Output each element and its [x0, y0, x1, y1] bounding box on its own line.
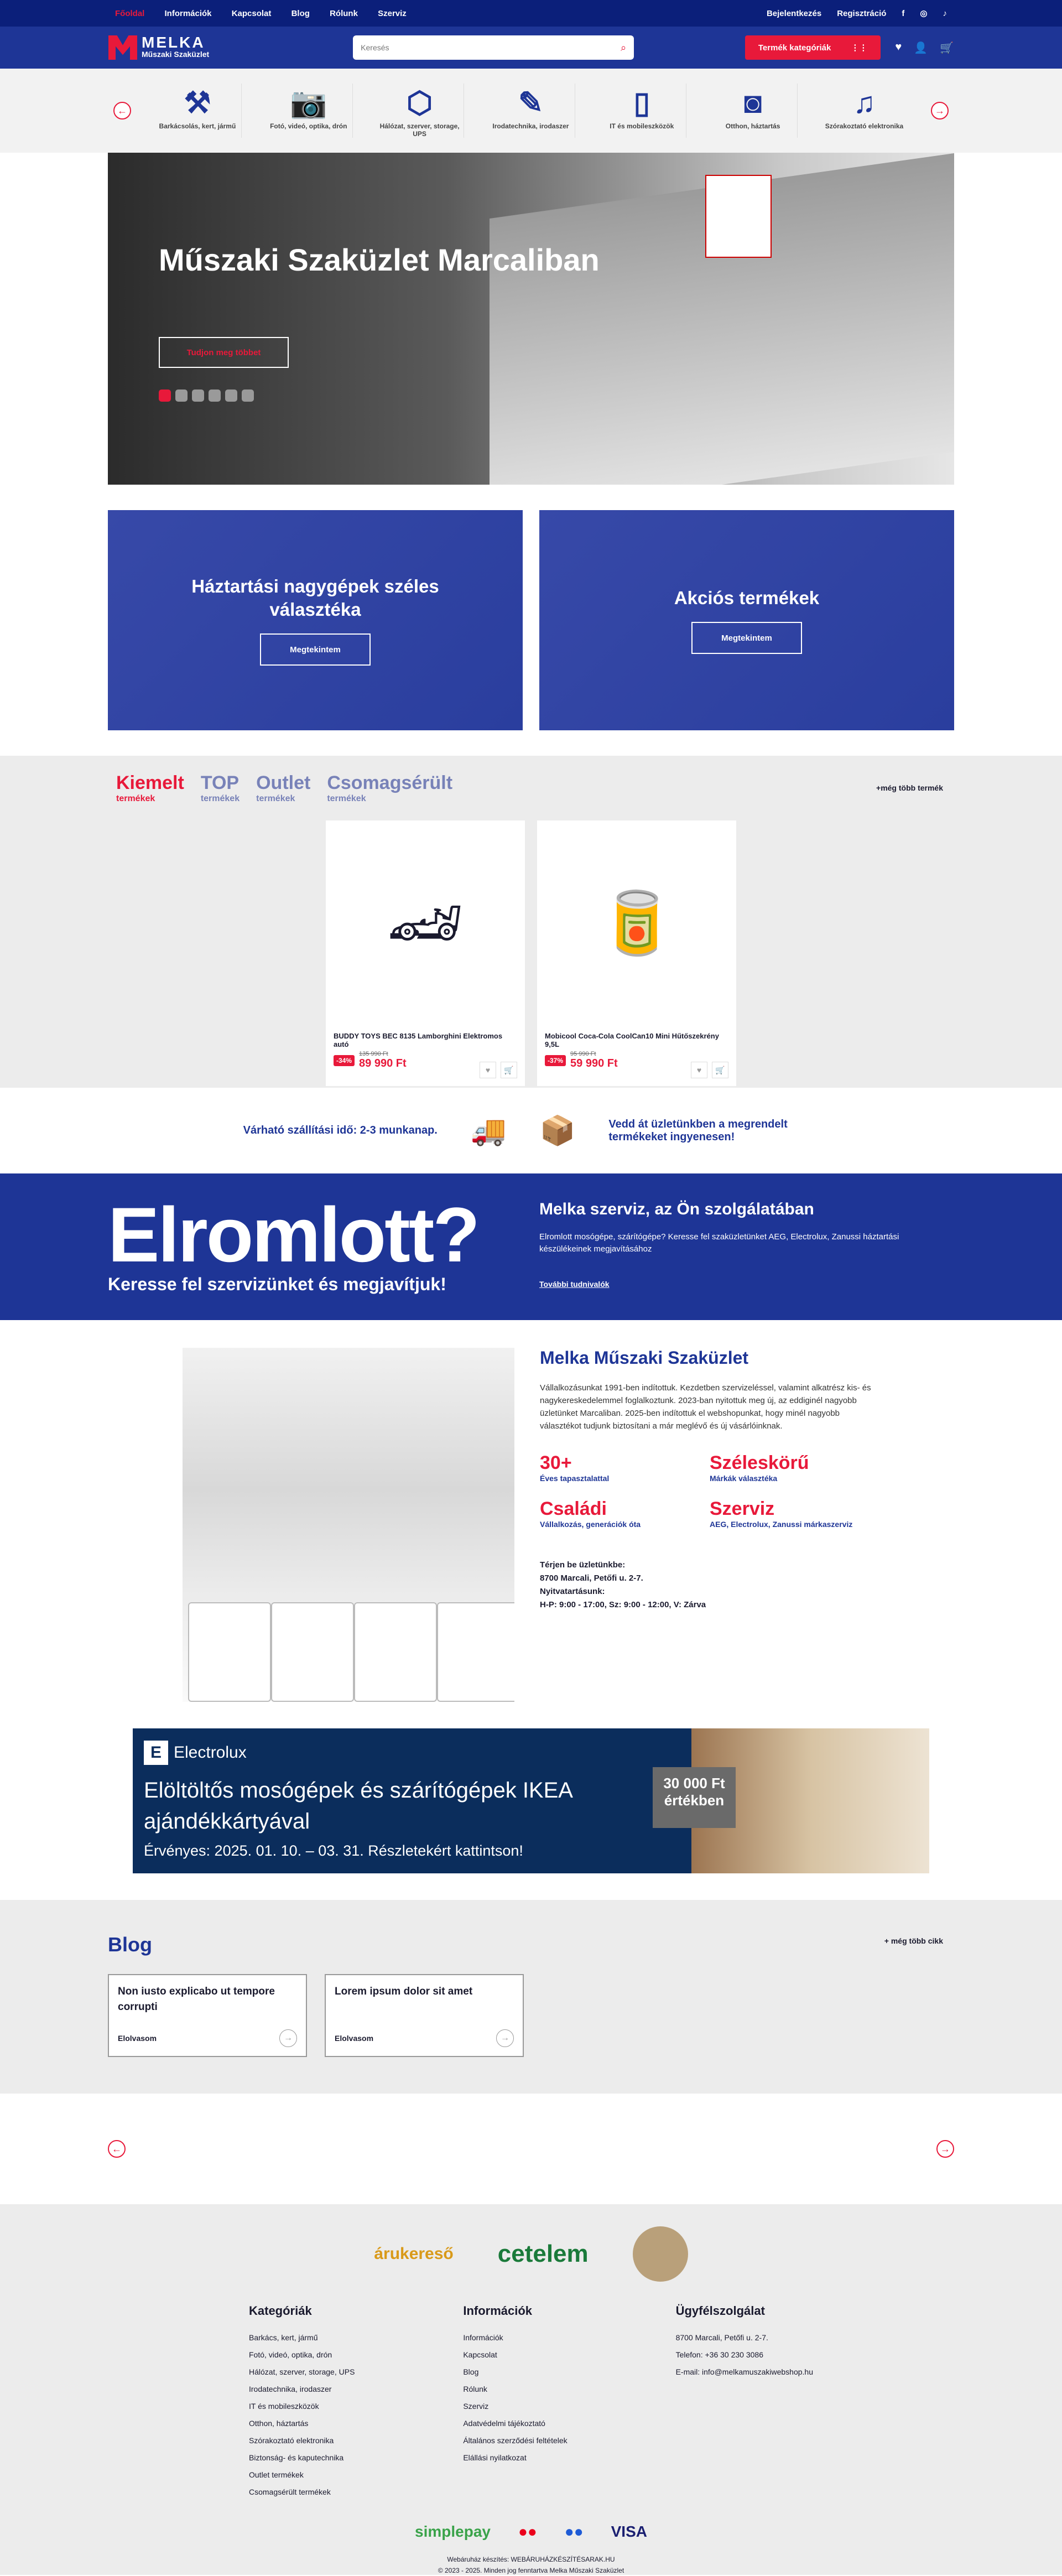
category-network[interactable]: [376, 84, 464, 138]
stat-label: AEG, Electrolux, Zanussi márkaszerviz: [710, 1520, 853, 1529]
slider-dot[interactable]: [225, 389, 237, 402]
truck-icon: 🚚: [470, 1115, 507, 1147]
cetelem-logo[interactable]: cetelem: [497, 2240, 589, 2267]
tiktok-icon[interactable]: ♪: [943, 8, 947, 18]
nav-home[interactable]: Főoldal: [115, 8, 145, 18]
email[interactable]: E-mail: info@melkamuszakiwebshop.hu: [675, 2367, 813, 2376]
slider-dot[interactable]: [209, 389, 221, 402]
more-articles-link[interactable]: + még több cikk: [884, 1936, 943, 1945]
post-title: Lorem ipsum dolor sit amet: [335, 1986, 473, 1997]
earbuds-icon: ♫: [853, 86, 876, 120]
product-card[interactable]: [537, 820, 736, 1086]
search-icon[interactable]: ⌕: [621, 41, 627, 53]
stat: [710, 1452, 879, 1484]
copyright-text: © 2023 - 2025. Minden jog fenntartva Melka Műszaki Szaküzlet: [438, 2567, 624, 2574]
tab-title: Csomagsérült: [327, 772, 453, 793]
shipping-time-text: Várható szállítási idő: 2-3 munkanap.: [243, 1124, 438, 1136]
slider-dot[interactable]: [192, 389, 204, 402]
old-price: 135 990 Ft: [359, 1051, 388, 1057]
stat-label: Vállalkozás, generációk óta: [540, 1520, 641, 1529]
category-label: Otthon, háztartás: [725, 122, 780, 130]
mastercard-logo: ●●: [518, 2523, 537, 2540]
category-label: Fotó, videó, optika, drón: [270, 122, 347, 130]
hero-slider: [108, 153, 954, 485]
electrolux-banner[interactable]: [133, 1728, 929, 1873]
camera-icon: 📷: [290, 86, 327, 120]
category-diy[interactable]: [153, 84, 242, 138]
category-label: Hálózat, szerver, storage, UPS: [379, 122, 460, 138]
footer: [0, 2204, 1062, 2575]
footer-link[interactable]: Kapcsolat: [463, 2350, 497, 2359]
pickup-text: Vedd át üzletünkben a megrendelt termékeket ingyenesen!: [608, 1118, 788, 1143]
footer-link[interactable]: IT és mobileszközök: [249, 2402, 319, 2411]
category-home[interactable]: [709, 84, 798, 138]
login-link[interactable]: Bejelentkezés: [766, 8, 822, 18]
footer-link[interactable]: Elállási nyilatkozat: [463, 2453, 527, 2462]
pen-icon: ✎: [518, 86, 544, 120]
shipping-info: [0, 1088, 1062, 1173]
tab-top[interactable]: [201, 772, 240, 804]
about-title: Melka Műszaki Szaküzlet: [540, 1348, 749, 1368]
stat-value: Szerviz: [710, 1498, 775, 1519]
discount-badge: -37%: [545, 1055, 566, 1066]
drill-icon: ⚒: [184, 86, 211, 120]
visa-logo: VISA: [611, 2523, 647, 2540]
tab-outlet[interactable]: [256, 772, 310, 804]
nav-contact[interactable]: Kapcsolat: [231, 8, 272, 18]
service-big-title: Elromlott?: [108, 1191, 478, 1278]
more-products-link[interactable]: +még több termék: [876, 783, 943, 792]
facebook-icon[interactable]: f: [902, 8, 905, 18]
category-label: IT és mobileszközök: [610, 122, 674, 130]
prev-arrow-icon[interactable]: ←: [113, 102, 131, 120]
service-text: Elromlott mosógépe, szárítógépe? Keresse fel szaküzletünket AEG, Electrolux, Zanussi háztartási készülékeinek megjavításához: [539, 1232, 899, 1254]
footer-info: [463, 2304, 567, 2501]
hero-button[interactable]: Tudjon meg többet: [159, 337, 289, 368]
banner-title: Elöltöltős mosógépek és szárítógépek IKEA ajándékkártyával: [144, 1778, 572, 1834]
stat: [540, 1452, 710, 1484]
stat-value: 30+: [540, 1452, 572, 1473]
footer-link[interactable]: Adatvédelmi tájékoztató: [463, 2419, 545, 2428]
product-image: 🥫: [598, 889, 675, 957]
logo-mark-icon: [108, 35, 137, 60]
nav-about[interactable]: Rólunk: [330, 8, 358, 18]
banner-subtitle: Érvényes: 2025. 01. 10. – 03. 31. Részletekért kattintson!: [144, 1842, 523, 1859]
read-link[interactable]: Elolvasom: [335, 2034, 374, 2043]
grid-icon: ⋮⋮: [851, 43, 868, 53]
price: 59 990 Ft: [570, 1057, 618, 1069]
footer-heading: Információk: [463, 2304, 533, 2318]
slider-dot[interactable]: [242, 389, 254, 402]
product-card[interactable]: [326, 820, 525, 1086]
next-arrow-icon[interactable]: →: [936, 2140, 954, 2158]
footer-link[interactable]: Otthon, háztartás: [249, 2419, 309, 2428]
phone[interactable]: Telefon: +36 30 230 3086: [675, 2350, 763, 2359]
slider-dot[interactable]: [159, 389, 171, 402]
banner-image: [663, 1728, 929, 1873]
instagram-icon[interactable]: ◎: [920, 9, 928, 18]
category-entertainment[interactable]: [820, 84, 908, 138]
footer-link[interactable]: Szórakoztató elektronika: [249, 2436, 334, 2445]
footer-link[interactable]: Outlet termékek: [249, 2470, 304, 2479]
maestro-logo: ●●: [564, 2523, 584, 2540]
promo-title: Háztartási nagygépek széles választéka: [191, 576, 439, 620]
hero-title: Műszaki Szaküzlet Marcaliban: [159, 242, 600, 277]
address: 8700 Marcali, Petőfi u. 2-7.: [675, 2333, 768, 2342]
stat: [710, 1498, 879, 1530]
promo-row: [0, 485, 1062, 756]
header: [0, 27, 1062, 69]
footer-categories: [249, 2304, 355, 2501]
payment-logos: [0, 2523, 1062, 2541]
category-office[interactable]: [487, 84, 575, 138]
logo[interactable]: [108, 35, 209, 60]
stat-label: Éves tapasztalattal: [540, 1474, 610, 1483]
footer-link[interactable]: Blog: [463, 2367, 479, 2376]
credit-text: Webáruház készítés: WEBÁRUHÁZKÉSZÍTÉSARAK.HU: [447, 2556, 615, 2563]
footer-link[interactable]: Általános szerződési feltételek: [463, 2436, 568, 2445]
footer-link[interactable]: Irodatechnika, irodaszer: [249, 2385, 332, 2393]
energy-label-image: [705, 175, 772, 258]
tab-featured[interactable]: [116, 772, 184, 804]
stat-label: Márkák választéka: [710, 1474, 778, 1483]
tab-sub: termékek: [200, 794, 240, 803]
category-label: Szórakoztató elektronika: [825, 122, 904, 130]
post-title: Non iusto explicabo ut tempore corrupti: [118, 1986, 275, 2013]
product-name[interactable]: BUDDY TOYS BEC 8135 Lamborghini Elektromos autó: [334, 1032, 503, 1048]
service-section: [0, 1173, 1062, 1320]
top-bar: [0, 0, 1062, 27]
slider-dots: [159, 389, 254, 402]
tab-sub: termékek: [256, 794, 295, 803]
electrolux-icon: E: [144, 1741, 168, 1765]
stat-value: Széleskörű: [710, 1452, 809, 1473]
arrow-right-icon[interactable]: →: [279, 2029, 297, 2047]
phone-icon: ▯: [633, 86, 650, 120]
tab-sub: termékek: [327, 794, 366, 803]
badge-logo[interactable]: [633, 2226, 688, 2282]
product-name[interactable]: Mobicool Coca-Cola CoolCan10 Mini Hűtőszekrény 9,5L: [545, 1032, 719, 1048]
washing-machine-icon: ◙: [743, 86, 762, 120]
register-link[interactable]: Regisztráció: [837, 8, 887, 18]
footer-link[interactable]: Barkács, kert, jármű: [249, 2333, 318, 2342]
simplepay-logo: simplepay: [415, 2523, 491, 2540]
tab-title: Kiemelt: [116, 772, 184, 793]
logo-sub: Műszaki Szaküzlet: [142, 50, 210, 59]
blog-title: Blog: [108, 1933, 152, 1956]
wishlist-icon[interactable]: ♥: [480, 1062, 496, 1078]
promo-button[interactable]: Megtekintem: [691, 622, 802, 654]
service-more-link[interactable]: További tudnivalók: [539, 1280, 610, 1289]
value-badge: 30 000 Ft értékben: [653, 1767, 736, 1828]
search-placeholder: Keresés: [361, 43, 389, 52]
footer-link[interactable]: Hálózat, szerver, storage, UPS: [249, 2367, 355, 2376]
logo-name: MELKA: [142, 34, 205, 51]
category-photo[interactable]: [264, 84, 353, 138]
nav-service[interactable]: Szerviz: [378, 8, 407, 18]
footer-heading: Kategóriák: [249, 2304, 312, 2318]
prev-arrow-icon[interactable]: ←: [108, 2140, 126, 2158]
stat-value: Családi: [540, 1498, 607, 1519]
store-photo: [183, 1348, 514, 1702]
blog-post[interactable]: [108, 1974, 307, 2057]
about-text: Vállalkozásunkat 1991-ben indítottuk. Kezdetben szervizeléssel, valamint alkatrész kis- és nagykereskedelemmel foglalkoztunk. 2023-ban nyitottuk meg új, az eddiginél nagyobb üzletünket Marcaliban. 2025-ben indítottuk el webshopunkat, hogy minél nagyobb választékot tudjunk biztosítani a már meglévő és új vásárlóinknak.: [540, 1383, 871, 1431]
tab-title: TOP: [200, 772, 240, 793]
category-label: Irodatechnika, irodaszer: [492, 122, 569, 130]
product-image: 🏎: [387, 889, 464, 957]
footer-link[interactable]: Szerviz: [463, 2402, 489, 2411]
cart-icon[interactable]: 🛒: [940, 41, 954, 54]
partners-carousel: [0, 2094, 1062, 2204]
arukereso-logo[interactable]: árukereső: [374, 2245, 454, 2263]
network-icon: ⬡: [407, 86, 433, 120]
footer-link[interactable]: Információk: [463, 2333, 503, 2342]
tab-sub: termékek: [116, 794, 155, 803]
about-section: [0, 1320, 1062, 1702]
package-hand-icon: 📦: [539, 1115, 576, 1147]
promo-button[interactable]: Megtekintem: [260, 633, 371, 666]
service-title: Melka szerviz, az Ön szolgálatában: [539, 1200, 814, 1218]
products-section: [0, 756, 1062, 1088]
read-link[interactable]: Elolvasom: [118, 2034, 157, 2043]
nav-info[interactable]: Információk: [164, 8, 212, 18]
price: 89 990 Ft: [359, 1057, 407, 1069]
opening-hours: Térjen be üzletünkbe: 8700 Marcali, Petőfi u. 2-7. Nyitvatartásunk: H-P: 9:00 - 17:00, Sz: 9:00 - 12:00, V: Zárva: [540, 1560, 706, 1609]
stat: [540, 1498, 710, 1530]
search-input[interactable]: [353, 35, 634, 60]
slider-dot[interactable]: [175, 389, 188, 402]
promo-title: Akciós termékek: [674, 588, 820, 608]
footer-link[interactable]: Csomagsérült termékek: [249, 2487, 331, 2496]
nav-blog[interactable]: Blog: [291, 8, 310, 18]
categories-button[interactable]: [745, 35, 881, 60]
categories-button-label: Termék kategóriák: [758, 43, 831, 53]
wishlist-icon[interactable]: ♥: [691, 1062, 707, 1078]
user-icon[interactable]: 👤: [914, 41, 928, 54]
category-label: Barkácsolás, kert, jármű: [159, 122, 236, 130]
electrolux-logo: E Electrolux: [144, 1741, 680, 1765]
add-to-cart-icon[interactable]: 🛒: [712, 1062, 728, 1078]
tab-damaged[interactable]: [327, 772, 452, 804]
promo-sale[interactable]: [539, 510, 954, 730]
footer-link[interactable]: Rólunk: [463, 2385, 487, 2393]
footer-link[interactable]: Fotó, videó, optika, drón: [249, 2350, 332, 2359]
add-to-cart-icon[interactable]: 🛒: [501, 1062, 517, 1078]
arrow-right-icon[interactable]: →: [496, 2029, 514, 2047]
old-price: 95 990 Ft: [570, 1051, 596, 1057]
promo-appliances[interactable]: [108, 510, 523, 730]
service-subtitle: Keresse fel szervizünket és megjavítjuk!: [108, 1274, 446, 1294]
footer-heading: Ügyfélszolgálat: [675, 2304, 765, 2318]
category-carousel: [0, 69, 1062, 153]
wishlist-icon[interactable]: ♥: [895, 40, 902, 53]
discount-badge: -34%: [334, 1055, 355, 1066]
footer-support: [676, 2304, 813, 2501]
tab-title: Outlet: [256, 772, 311, 793]
blog-post[interactable]: [325, 1974, 524, 2057]
footer-link[interactable]: Biztonság- és kaputechnika: [249, 2453, 344, 2462]
category-it[interactable]: [598, 84, 686, 138]
blog-section: [0, 1900, 1062, 2094]
next-arrow-icon[interactable]: →: [931, 102, 949, 120]
